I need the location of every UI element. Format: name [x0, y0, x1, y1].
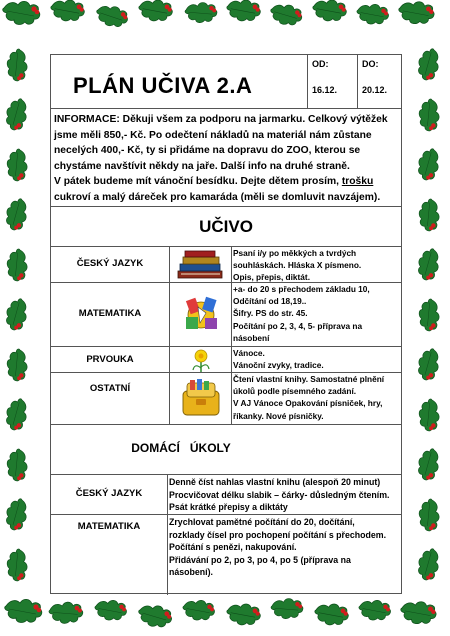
subject-label: ČESKÝ JAZYK	[76, 258, 144, 269]
subject-label: MATEMATIKA	[78, 308, 142, 319]
homework-description	[169, 476, 401, 514]
homework-line: Denně číst nahlas vlastní knihu (alespoň 20 minut)	[169, 477, 381, 487]
ucivo-row-matematika	[51, 283, 401, 347]
od-value: 16.12.	[312, 85, 338, 95]
homework-line: Počítání s penězi, nakupování.	[169, 542, 297, 553]
ucivo-row-ostatni	[51, 373, 401, 425]
ucivo-heading-row	[51, 207, 401, 247]
description-line: souhláskách. Hláska X písmeno.	[233, 260, 362, 271]
info-row	[51, 109, 401, 207]
info-line: jsme měli 850,- Kč. Po odečtení nákladů na materiál nám zůstane	[54, 129, 372, 141]
description-line: Vánoční zvyky, tradice.	[233, 360, 324, 371]
description-line: úkolů podle písemného zadání.	[233, 386, 357, 397]
homework-row-matematika	[51, 515, 401, 595]
description-line: říkanky. Nové písničky.	[233, 410, 324, 421]
ucivo-row-prvouka	[51, 347, 401, 373]
info-underlined-word: trošku	[341, 176, 374, 187]
dandelion-icon	[189, 348, 213, 372]
ucivo-row-cesky	[51, 247, 401, 283]
homework-row-cesky	[51, 475, 401, 515]
description-line: Čtení vlastní knihy. Samostatné plnění	[233, 374, 385, 384]
do-value: 20.12.	[362, 85, 388, 95]
description-line: Opis, přepis, diktát.	[233, 272, 310, 283]
ucivo-heading: UČIVO	[199, 217, 253, 236]
homework-description	[169, 516, 401, 579]
homework-line: Psát krátké přepisy a diktáty	[169, 502, 288, 513]
homework-line: Procvičovat délku slabik – čárky- důsledným čtením.	[169, 489, 390, 500]
homework-heading-row	[51, 425, 401, 475]
subject-label: PRVOUKA	[86, 354, 134, 365]
subject-label: OSTATNÍ	[89, 383, 131, 394]
description-line: Odčítání od 18,19..	[233, 296, 307, 307]
subject-label: ČESKÝ JAZYK	[75, 488, 143, 499]
plan-sheet	[50, 54, 402, 594]
info-line: necelých 400,- Kč, ty si přidáme na dopravu do ZOO, kterou se	[54, 145, 361, 156]
description-line: Vánoce.	[233, 348, 265, 358]
homework-line: Přidávání po 2, po 3, po 4, po 5 (příprava na	[169, 554, 351, 565]
subject-description	[233, 247, 401, 284]
homework-line: Zrychlovat pamětné počítání do 20, dočítání,	[169, 517, 355, 527]
homework-line: rozklady čísel pro pochopení počítání s přechodem.	[169, 529, 387, 540]
homework-heading: DOMÁCÍ ÚKOLY	[131, 441, 231, 455]
description-line: Psaní i/y po měkkých a tvrdých	[233, 248, 357, 258]
subject-description	[233, 347, 401, 371]
do-label: DO:	[362, 59, 379, 69]
subject-description	[233, 373, 401, 422]
description-line: V AJ Vánoce Opakování písniček, hry,	[233, 398, 383, 409]
description-line: Šifry. PS do str. 45.	[233, 308, 308, 319]
subject-label: MATEMATIKA	[77, 521, 141, 532]
school-bag-icon	[178, 379, 224, 419]
school-supplies-icon	[176, 293, 226, 337]
description-line: +a- do 20 s přechodem základu 10,	[233, 284, 370, 294]
info-line-text: V pátek budeme mít vánoční besídku. Dejte dětem prosím,	[54, 176, 342, 187]
info-line	[54, 174, 400, 190]
books-icon	[172, 249, 228, 281]
info-line: INFORMACE: Děkuji všem za podporu na jarmarku. Celkový výtěžek	[54, 114, 388, 125]
subject-description	[233, 283, 401, 344]
homework-line: násobení).	[169, 567, 213, 578]
info-line: chystáme navštívit někdy na jaře. Další info na druhé straně.	[54, 160, 350, 172]
header-row	[51, 55, 401, 109]
info-text	[54, 112, 400, 205]
page-title: PLÁN UČIVA 2.A	[73, 73, 253, 98]
description-line: násobení	[233, 332, 270, 343]
od-label: OD:	[312, 59, 329, 69]
description-line: Počítání po 2, 3, 4, 5- příprava na	[233, 320, 363, 331]
info-line: cukroví a malý dáreček pro kamaráda (měli se domluvit navzájem).	[54, 191, 381, 203]
